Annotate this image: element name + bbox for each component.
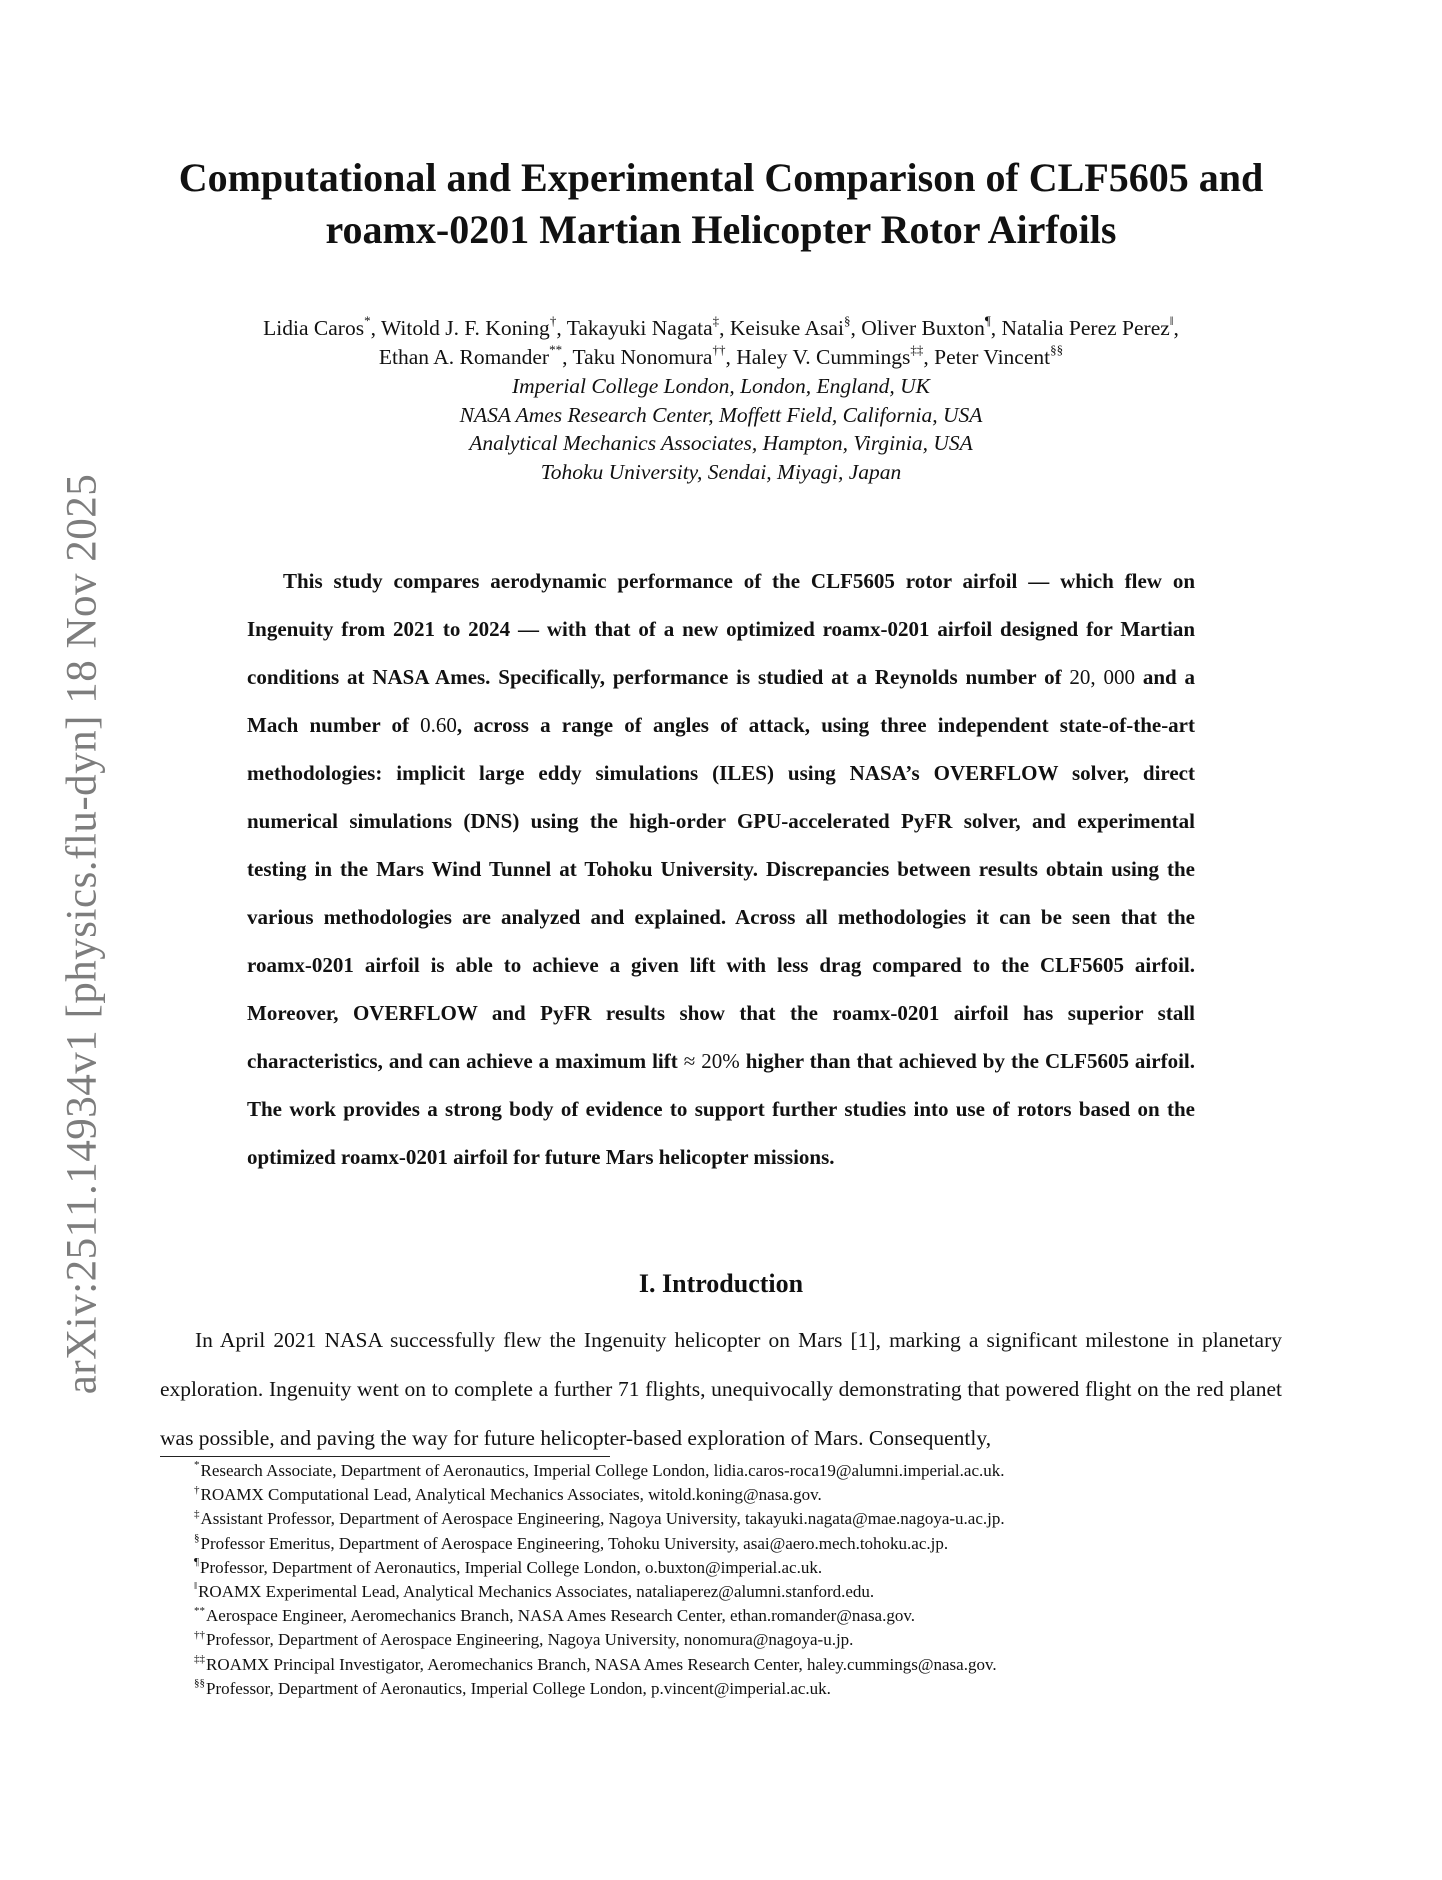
affiliation: NASA Ames Research Center, Moffett Field, California, USA <box>459 402 983 427</box>
author-mark: ‡ <box>712 312 720 328</box>
footnote-text: ROAMX Computational Lead, Analytical Mechanics Associates, witold.koning@nasa.gov. <box>200 1485 822 1505</box>
footnote-mark: ‡ <box>194 1507 200 1520</box>
footnote <box>160 1677 1282 1701</box>
footnote-text: ROAMX Experimental Lead, Analytical Mechanics Associates, nataliaperez@alumni.stanford.edu. <box>198 1582 875 1602</box>
footnote <box>160 1459 1282 1483</box>
abstract-text: and a Mach number of <box>247 665 1195 737</box>
author-name: Oliver Buxton <box>861 316 985 340</box>
author-name: Natalia Perez Perez <box>1001 316 1170 340</box>
mach-number-value: 0.60 <box>420 713 457 737</box>
footnote-mark: §§ <box>194 1677 205 1690</box>
footnote <box>160 1507 1282 1531</box>
footnote <box>160 1653 1282 1677</box>
section-heading-introduction: I. Introduction <box>638 1269 804 1298</box>
footnote <box>160 1532 1282 1556</box>
footnote <box>160 1556 1282 1580</box>
footnote-mark: † <box>194 1483 200 1496</box>
author-name: Lidia Caros <box>263 316 365 340</box>
footnote-text: Professor Emeritus, Department of Aerospace Engineering, Tohoku University, asai@aero.mech.tohoku.ac.jp. <box>200 1533 949 1553</box>
author-name: Witold J. F. Koning <box>380 316 550 340</box>
footnote-mark: ‖ <box>194 1580 198 1593</box>
footnote <box>160 1580 1282 1604</box>
author-mark: §§ <box>1050 341 1064 357</box>
author-mark: ** <box>549 341 563 357</box>
footnote-divider <box>160 1456 610 1457</box>
author-mark: ¶ <box>984 312 991 328</box>
affiliation: Analytical Mechanics Associates, Hampton, Virginia, USA <box>469 431 973 455</box>
author-name: Haley V. Cummings <box>736 345 911 369</box>
abstract <box>247 557 1195 1181</box>
footnote-text: Assistant Professor, Department of Aerospace Engineering, Nagoya University, takayuki.nagata@mae.nagoya-u.ac.jp. <box>200 1509 1005 1529</box>
title-line-1: Computational and Experimental Comparison of CLF5605 and <box>178 155 1264 200</box>
footnote-mark: ‡‡ <box>194 1652 205 1665</box>
footnote-text: Aerospace Engineer, Aeromechanics Branch, NASA Ames Research Center, ethan.romander@nasa.gov. <box>206 1606 916 1626</box>
affiliation-list <box>150 372 1292 486</box>
author-mark: † <box>549 312 557 328</box>
author-name: Taku Nonomura <box>572 345 713 369</box>
lift-increase-value: ≈ 20% <box>683 1049 740 1073</box>
author-name: Takayuki Nagata <box>566 316 713 340</box>
author-mark: ‡‡ <box>910 341 924 357</box>
footnote-text: Research Associate, Department of Aeronautics, Imperial College London, lidia.caros-roca19@alumni.imperial.ac.uk. <box>200 1461 1005 1480</box>
arxiv-identifier: arXiv:2511.14934v1 [physics.flu-dyn] 18 Nov 2025 <box>58 473 106 1395</box>
abstract-text: higher than that achieved by the CLF5605 airfoil. The work provides a strong body of evidence to support further studies into use of rotors based on the optimized roamx-0201 airfoil for future Mars helicopter missions. <box>247 1049 1195 1169</box>
author-mark: § <box>843 312 851 328</box>
author-name: Ethan A. Romander <box>378 345 550 369</box>
reynolds-number-value: 20, 000 <box>1069 665 1135 689</box>
paper-title <box>150 152 1292 256</box>
affiliation: Imperial College London, London, England, UK <box>511 374 931 398</box>
author-line-2: Ethan A. Romander**, Taku Nonomura††, Haley V. Cummings‡‡, Peter Vincent§§ <box>378 341 1064 369</box>
footnote <box>160 1483 1282 1507</box>
footnote-text: Professor, Department of Aeronautics, Imperial College London, p.vincent@imperial.ac.uk. <box>206 1678 831 1698</box>
introduction-paragraph: In April 2021 NASA successfully flew the Ingenuity helicopter on Mars [1], marking a significant milestone in planetary exploration. Ingenuity went on to complete a further 71 flights, unequivocally demonstrating that powered flight on the red planet was possible, and paving the way for future helicopter-based exploration of Mars. Consequently, <box>160 1328 1282 1450</box>
author-name: Keisuke Asai <box>729 316 844 340</box>
abstract-text: This study compares aerodynamic performance of the CLF5605 rotor airfoil — which flew on Ingenuity from 2021 to 2024 — with that of a new optimized roamx-0201 airfoil designed for Martian conditions at NASA Ames. Specifically, performance is studied at a Reynolds number of <box>247 569 1195 689</box>
footnote-mark: ¶ <box>194 1556 199 1569</box>
footnote-text: ROAMX Principal Investigator, Aeromechanics Branch, NASA Ames Research Center, haley.cummings@nasa.gov. <box>206 1654 997 1674</box>
footnote-mark: †† <box>194 1628 205 1641</box>
footnote-mark: * <box>194 1459 200 1472</box>
abstract-text: , across a range of angles of attack, using three independent state-of-the-art methodologies: implicit large eddy simulations (ILES) using NASA’s OVERFLOW solver, direct numerical simulations (DNS) using the high-order GPU-accelerated PyFR solver, and experimental testing in the Mars Wind Tunnel at Tohoku University. Discrepancies between results obtain using the various methodologies are analyzed and explained. Across all methodologies it can be seen that the roamx-0201 airfoil is able to achieve a given lift with less drag compared to the CLF5605 airfoil. Moreover, OVERFLOW and PyFR results show that the roamx-0201 airfoil has superior stall characteristics, and can achieve a maximum lift <box>247 713 1195 1073</box>
title-line-2: roamx-0201 Martian Helicopter Rotor Airfoils <box>325 207 1117 252</box>
footnote <box>160 1628 1282 1652</box>
footnote-text: Professor, Department of Aerospace Engineering, Nagoya University, nonomura@nagoya-u.jp. <box>206 1630 854 1650</box>
footnote-list <box>160 1459 1282 1701</box>
footnote-mark: ** <box>194 1604 205 1617</box>
author-mark: ‖ <box>1169 312 1174 328</box>
author-list <box>150 314 1292 372</box>
footnote <box>160 1604 1282 1628</box>
footnote-mark: § <box>194 1531 200 1544</box>
author-mark: †† <box>712 341 726 357</box>
author-name: Peter Vincent <box>934 345 1051 369</box>
author-mark: * <box>364 312 371 328</box>
footnote-text: Professor, Department of Aeronautics, Imperial College London, o.buxton@imperial.ac.uk. <box>199 1557 823 1577</box>
author-line-1: Lidia Caros*, Witold J. F. Koning†, Takayuki Nagata‡, Keisuke Asai§, Oliver Buxton¶, Natalia Perez Perez‖, <box>263 312 1179 340</box>
affiliation: Tohoku University, Sendai, Miyagi, Japan <box>540 459 902 484</box>
